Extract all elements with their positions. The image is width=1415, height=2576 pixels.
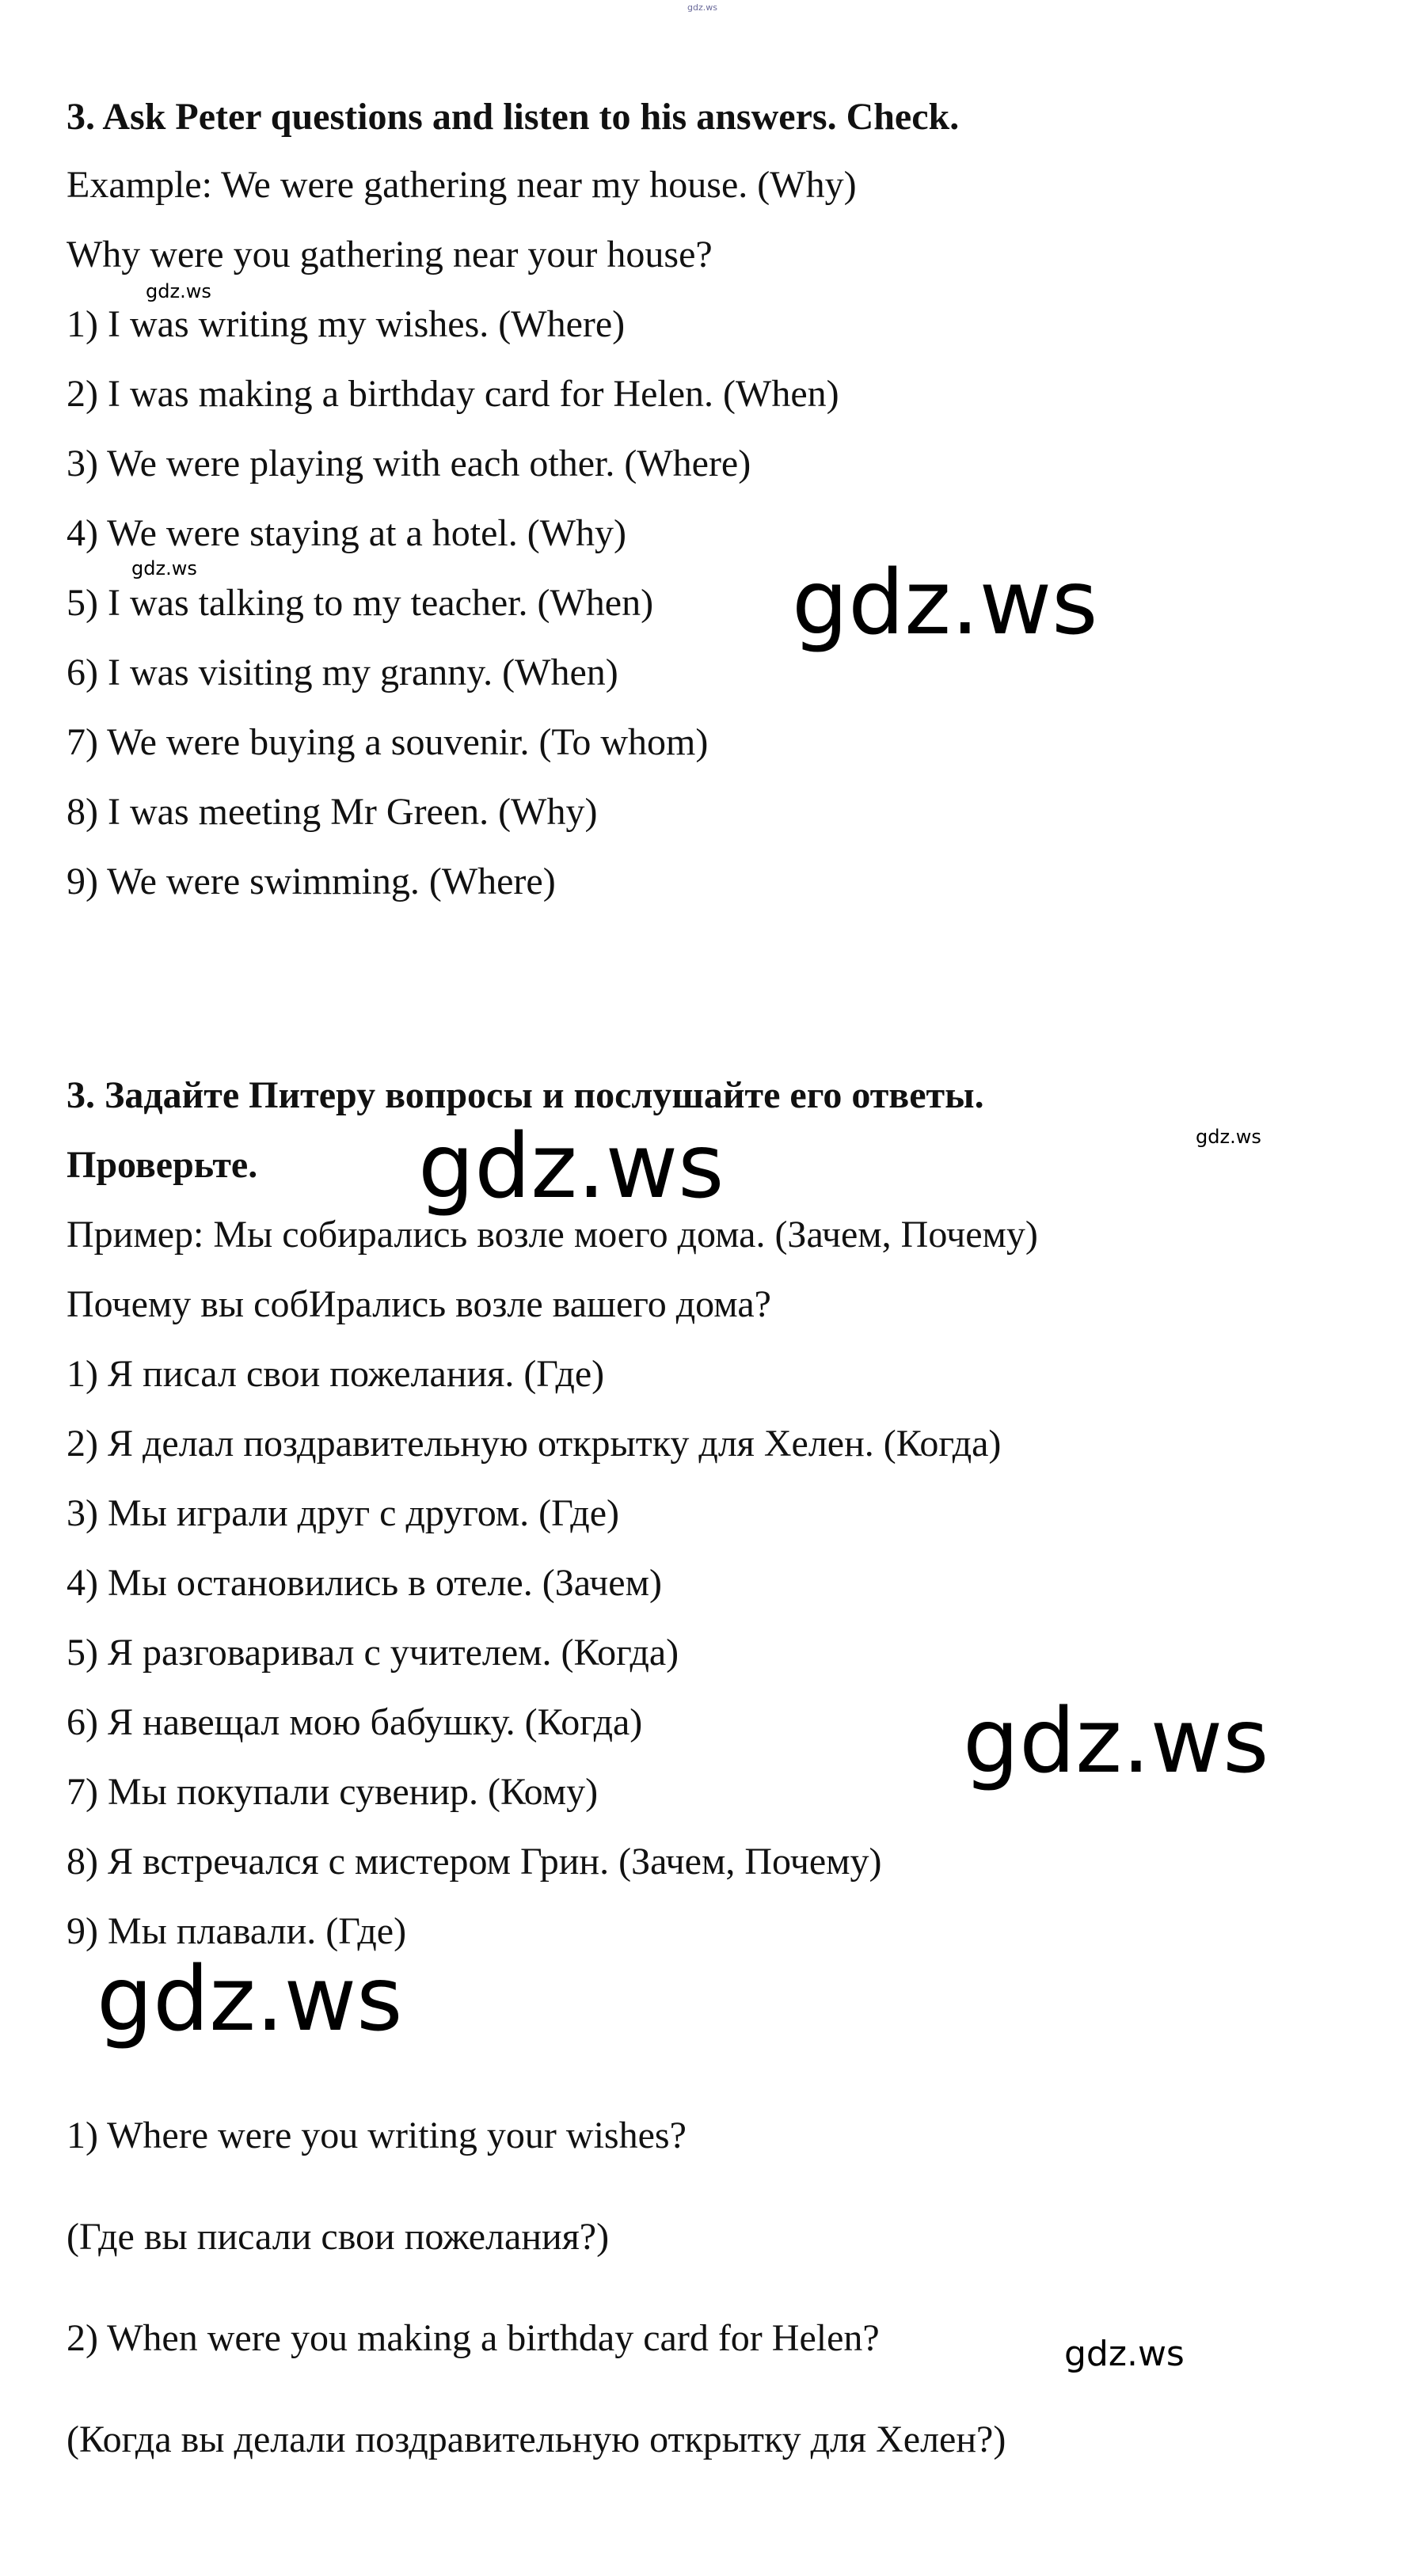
- russian-heading-line1: 3. Задайте Питеру вопросы и послушайте его ответы.: [67, 1074, 984, 1116]
- russian-item: 1) Я писал свои пожелания. (Где): [67, 1353, 605, 1395]
- english-heading: 3. Ask Peter questions and listen to his answers. Check.: [67, 96, 960, 138]
- answer-translation: (Когда вы делали поздравительную открытку для Хелен?): [67, 2418, 1006, 2460]
- english-item: 4) We were staying at a hotel. (Why): [67, 512, 626, 554]
- russian-heading-line2: Проверьте.: [67, 1144, 258, 1186]
- english-example-answer: Why were you gathering near your house?: [67, 234, 713, 275]
- english-item: 9) We were swimming. (Where): [67, 861, 556, 902]
- english-item: 6) I was visiting my granny. (When): [67, 652, 618, 693]
- english-item: 2) I was making a birthday card for Helen. (When): [67, 373, 839, 415]
- watermark: gdz.ws: [963, 1690, 1269, 1793]
- russian-item: 5) Я разговаривал с учителем. (Когда): [67, 1632, 679, 1674]
- english-item: 3) We were playing with each other. (Where): [67, 443, 751, 484]
- russian-item: 8) Я встречался с мистером Грин. (Зачем, Почему): [67, 1841, 882, 1883]
- russian-example-answer: Почему вы собИрались возле вашего дома?: [67, 1283, 771, 1325]
- russian-item: 6) Я навещал мою бабушку. (Когда): [67, 1701, 643, 1743]
- watermark: gdz.ws: [792, 552, 1098, 655]
- answer-question: 2) When were you making a birthday card for Helen?: [67, 2317, 880, 2359]
- russian-item: 7) Мы покупали сувенир. (Кому): [67, 1771, 599, 1813]
- watermark: gdz.ws: [418, 1115, 725, 1218]
- watermark: gdz.ws: [1196, 1126, 1261, 1148]
- russian-item: 2) Я делал поздравительную открытку для Хелен. (Когда): [67, 1423, 1002, 1465]
- watermark-top: gdz.ws: [687, 2, 717, 13]
- answer-translation: (Где вы писали свои пожелания?): [67, 2216, 610, 2258]
- russian-example: Пример: Мы собирались возле моего дома. (Зачем, Почему): [67, 1214, 1038, 1256]
- watermark: gdz.ws: [131, 557, 197, 579]
- english-example: Example: We were gathering near my house. (Why): [67, 164, 857, 206]
- english-item: 7) We were buying a souvenir. (To whom): [67, 721, 709, 763]
- english-item: 5) I was talking to my teacher. (When): [67, 582, 654, 624]
- english-item: 1) I was writing my wishes. (Where): [67, 303, 626, 345]
- answer-question: 1) Where were you writing your wishes?: [67, 2114, 687, 2156]
- russian-item: 9) Мы плавали. (Где): [67, 1910, 407, 1952]
- watermark: gdz.ws: [146, 280, 211, 302]
- watermark: gdz.ws: [97, 1948, 403, 2051]
- russian-item: 3) Мы играли друг с другом. (Где): [67, 1492, 620, 1534]
- watermark: gdz.ws: [1064, 2334, 1185, 2374]
- english-item: 8) I was meeting Mr Green. (Why): [67, 791, 598, 833]
- russian-item: 4) Мы остановились в отеле. (Зачем): [67, 1562, 662, 1604]
